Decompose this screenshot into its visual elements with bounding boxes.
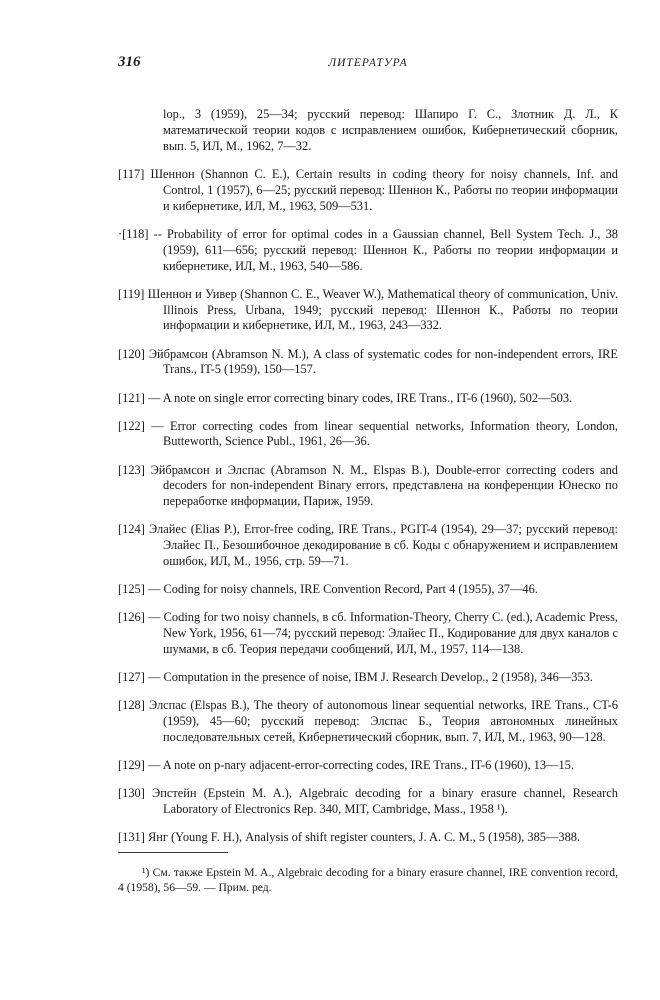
reference-entry-129 xyxy=(118,758,618,774)
reference-text: — Coding for two noisy channels, в сб. Information-Theory, Cherry C. (ed.), Academic Press, New York, 1956, 61—74; русский перевод: Элайес П., Кодирование для двух каналов с шумами, в сб. Теория передачи сообщений, ИЛ, М., 1957, 114—138. xyxy=(148,610,618,657)
reference-text: — Computation in the presence of noise, IBM J. Research Develop., 2 (1958), 346—353. xyxy=(147,670,593,685)
reference-text: -- Probability of error for optimal codes in a Gaussian channel, Bell System Tech. J., 38 (1959), 611—656; русский перевод: Шеннон К., Работы по теории информации и кибернетике, ИЛ, М., 1963, 540—586. xyxy=(153,226,618,273)
reference-entry-124 xyxy=(118,522,618,569)
reference-entry-121 xyxy=(118,391,618,407)
reference-text: Эйбрамсон (Abramson N. M.), A class of systematic codes for non-independent errors, IRE Trans., IT-5 (1959), 150—157. xyxy=(148,346,618,377)
reference-number: [120] xyxy=(118,346,145,361)
reference-number: [124] xyxy=(118,522,145,537)
reference-entry-125 xyxy=(118,582,618,598)
reference-text: Элайес (Elias P.), Error-free coding, IRE Trans., PGIT-4 (1954), 29—37; русский перевод: Элайес П., Безошибочное декодирование в сб. Коды с обнаружением и исправлением ошибок, ИЛ, М., 1956, стр. 59—71. xyxy=(149,522,618,569)
reference-number: [130] xyxy=(118,786,145,801)
reference-entry-130 xyxy=(118,786,618,818)
reference-entry-123 xyxy=(118,463,618,510)
reference-entry-122 xyxy=(118,419,618,451)
reference-text: Эпстейн (Epstein M. A.), Algebraic decoding for a binary erasure channel, Research Laboratory of Electronics Rep. 340, MIT, Cambridge, Mass., 1958 ¹). xyxy=(152,786,618,817)
running-title: ЛИТЕРАТУРА xyxy=(328,57,408,69)
reference-number: [121] xyxy=(118,390,145,405)
reference-number: ·[118] xyxy=(118,226,149,241)
page-header xyxy=(118,52,618,76)
reference-number: [128] xyxy=(118,698,145,713)
reference-entry-128 xyxy=(118,698,618,745)
reference-number: [131] xyxy=(118,830,145,845)
reference-text: lop., 3 (1959), 25—34; русский перевод: Шапиро Г. С., Злотник Д. Л., К математической теории кодов с исправлением ошибок, Кибернетический сборник, вып. 5, ИЛ, М., 1962, 7—32. xyxy=(163,107,618,153)
reference-number: [119] xyxy=(118,286,145,301)
reference-entry-118 xyxy=(118,227,618,274)
reference-text: — Coding for noisy channels, IRE Convention Record, Part 4 (1955), 37—46. xyxy=(147,582,538,597)
footnote: ¹) См. также Epstein M. A., Algebraic decoding for a binary erasure channel, IRE convention record, 4 (1958), 56—59. — Прим. ред. xyxy=(118,865,618,894)
reference-text: Элспас (Elspas B.), The theory of autonomous linear sequential networks, IRE Trans., CT-6 (1959), 45—60; русский перевод: Элспас Б., Теория автономных линейных последовательных сетей, Кибернетический сборник, вып. 7, ИЛ, М., 1963, 90—128. xyxy=(148,698,618,744)
footnote-divider xyxy=(118,852,228,853)
reference-entry-119 xyxy=(118,287,618,334)
page-number: 316 xyxy=(118,54,141,70)
reference-entry-117 xyxy=(118,167,618,214)
reference-number: [117] xyxy=(118,167,145,182)
reference-number: [127] xyxy=(118,670,145,685)
reference-text: Янг (Young F. H.), Analysis of shift register counters, J. A. C. M., 5 (1958), 385—388. xyxy=(147,830,581,845)
reference-text: Шеннон (Shannon C. E.), Certain results in coding theory for noisy channels, Inf. and Control, 1 (1957), 6—25; русский перевод: Шеннон К., Работы по теории информации и кибернетике, ИЛ, М., 1963, 509—531. xyxy=(150,167,618,213)
reference-text: — Error correcting codes from linear sequential networks, Information theory, London, Butteworth, Science Publ., 1961, 26—36. xyxy=(151,418,618,449)
reference-number: [122] xyxy=(118,418,145,433)
reference-text: Эйбрамсон и Элспас (Abramson N. M., Elspas B.), Double-error correcting coders and decoders for non-independent Binary errors, представлена на конференции Юнеско по переработке информации, Париж, 1959. xyxy=(150,462,618,509)
reference-entry-120 xyxy=(118,347,618,379)
reference-number: [129] xyxy=(118,758,145,773)
reference-text: — A note on single error correcting binary codes, IRE Trans., IT-6 (1960), 502—503. xyxy=(147,390,573,405)
reference-number: [126] xyxy=(118,610,145,625)
reference-entry-131 xyxy=(118,830,618,846)
reference-entry-continued xyxy=(118,107,618,154)
reference-number: [125] xyxy=(118,582,145,597)
reference-number: [123] xyxy=(118,462,145,477)
reference-entry-127 xyxy=(118,670,618,686)
reference-text: Шеннон и Уивер (Shannon C. E., Weaver W.), Mathematical theory of communication, Univ. Illinois Press, Urbana, 1949; русский перевод: Шеннон К., Работы по теории информации и кибернетике, ИЛ, М., 1963, 243—332. xyxy=(147,286,618,333)
bibliography-list xyxy=(118,95,618,906)
reference-text: — A note on p-nary adjacent-error-correcting codes, IRE Trans., IT-6 (1960), 13—15. xyxy=(147,758,574,773)
reference-entry-126 xyxy=(118,610,618,657)
